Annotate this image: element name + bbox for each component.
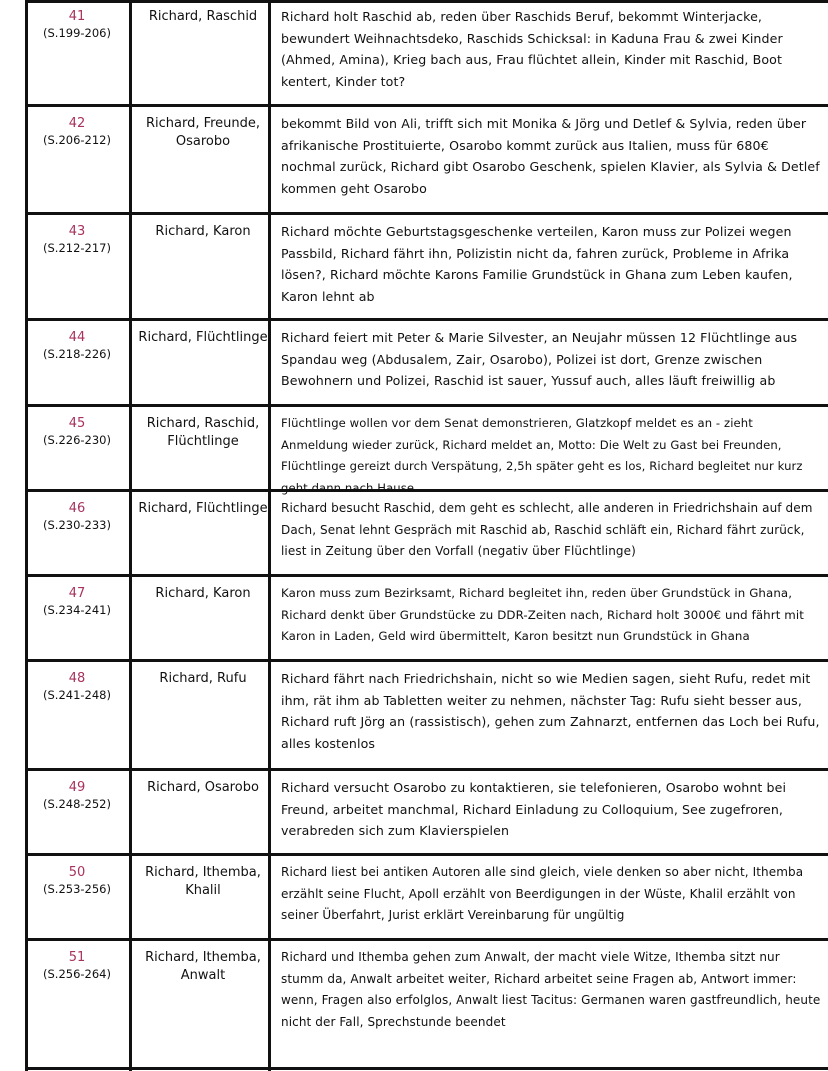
chapter-cell [25,949,129,983]
chapter-cell [25,779,129,813]
table-row [25,215,828,318]
chapter-number: 49 [68,780,86,795]
summary-cell: Richard feiert mit Peter & Marie Silvester, an Neujahr müssen 12 Flüchtlinge aus Spandau weg (Abdusalem, Zair, Osarobo), Polizei ist dort, Grenze zwischen Bewohnern und Polizei, Raschid ist sauer, Yussuf auch, alles läuft freiwillig ab [281,330,798,388]
characters-cell: Richard, Flüchtlinge [138,501,268,516]
table-row [25,407,828,495]
summary-cell: bekommt Bild von Ali, trifft sich mit Monika & Jörg und Detlef & Sylvia, reden über afrikanische Prostituierte, Osarobo kommt zurück aus Italien, muss für 680€ nochmal zurück, Richard gibt Osarobo Geschenk, spielen Klavier, als Sylvia & Detlef kommen geht Osarobo [281,116,820,196]
page-range: (S.199-206) [43,26,111,40]
table-row [25,577,828,659]
chapter-number: 46 [68,501,86,516]
chapter-cell [25,670,129,704]
summary-cell: Richard und Ithemba gehen zum Anwalt, der macht viele Witze, Ithemba sitzt nur stumm da, Anwalt arbeitet weiter, Richard arbeitet seine Fragen ab, Antwort immer: wenn, Fragen also erfolglos, Anwalt liest Tacitus: Germanen waren gastfreundlich, heute nicht der Fall, Sprechstunde beendet [281,950,821,1029]
chapter-cell [25,223,129,257]
table-row [25,941,828,1067]
characters-cell: Richard, Karon [155,586,251,601]
summary-cell: Richard fährt nach Friedrichshain, nicht so wie Medien sagen, sieht Rufu, redet mit ihm, rät ihm ab Tabletten weiter zu nehmen, nächster Tag: Rufu sieht besser aus, Richard ruft Jörg an (rassistisch), gehen zum Zahnarzt, entfernen das Loch bei Rufu, alles kostenlos [281,671,820,751]
chapter-number: 47 [68,586,86,601]
summary-cell: Richard möchte Geburtstagsgeschenke verteilen, Karon muss zur Polizei wegen Passbild, Richard fährt ihn, Polizistin nicht da, fahren zurück, Probleme in Afrika lösen?, Richard möchte Karons Familie Grundstück in Ghana zum Leben kaufen, Karon lehnt ab [281,224,793,304]
page-range: (S.218-226) [43,347,111,361]
summary-cell: Flüchtlinge wollen vor dem Senat demonstrieren, Glatzkopf meldet es an - zieht Anmeldung wieder zurück, Richard meldet an, Motto: Die Welt zu Gast bei Freunden, Flüchtlinge gereizt durch Verspätung, 2,5h später geht es los, Richard begleitet nur kurz geht dann nach Hause [281,416,803,495]
summary-cell: Richard holt Raschid ab, reden über Raschids Beruf, bekommt Winterjacke, bewundert Weihnachtsdeko, Raschids Schicksal: in Kaduna Frau & zwei Kinder (Ahmed, Amina), Krieg bach aus, Frau flüchtet allein, Kinder mit Raschid, Boot kentert, Kinder tot? [281,9,783,89]
page-range: (S.212-217) [43,241,111,255]
characters-cell: Richard, Raschid, Flüchtlinge [146,416,260,449]
characters-cell: Richard, Freunde, Osarobo [145,116,261,149]
summary-cell: Richard liest bei antiken Autoren alle sind gleich, viele denken so aber nicht, Ithemba erzählt seine Flucht, Apoll erzählt von Beerdigungen in der Wüste, Khalil erzählt von seiner Überfahrt, Jurist erklärt Vereinbarung für ungültig [281,865,804,922]
characters-cell: Richard, Ithemba, Khalil [145,865,261,898]
characters-cell: Richard, Rufu [159,671,247,686]
chapter-number: 45 [68,416,86,431]
page-range: (S.241-248) [43,688,111,702]
page-range: (S.206-212) [43,133,111,147]
characters-cell: Richard, Karon [155,224,251,239]
page-range: (S.234-241) [43,603,111,617]
table-row [25,492,828,574]
chapter-number: 48 [68,671,86,686]
chapter-number: 42 [68,116,86,131]
chapter-number: 50 [68,865,86,880]
page-range: (S.230-233) [43,518,111,532]
page-range: (S.253-256) [43,882,111,896]
characters-cell: Richard, Ithemba, Anwalt [145,950,261,983]
page-range: (S.226-230) [43,433,111,447]
chapter-number: 44 [68,330,86,345]
table-row [25,0,828,104]
chapter-cell [25,585,129,619]
chapter-cell [25,8,129,42]
characters-cell: Richard, Flüchtlinge [138,330,268,345]
chapter-number: 51 [68,950,86,965]
chapter-number: 43 [68,224,86,239]
chapter-cell [25,329,129,363]
page-range: (S.248-252) [43,797,111,811]
summary-cell: Richard besucht Raschid, dem geht es schlecht, alle anderen in Friedrichshain auf dem Dach, Senat lehnt Gespräch mit Raschid ab, Raschid schläft ein, Richard fährt zurück, liest in Zeitung über den Vorfall (negativ über Flüchtlinge) [281,501,813,558]
characters-cell: Richard, Osarobo [147,780,259,795]
characters-cell: Richard, Raschid [148,9,258,24]
chapter-cell [25,115,129,149]
chapter-cell [25,500,129,534]
summary-cell: Richard versucht Osarobo zu kontaktieren, sie telefonieren, Osarobo wohnt bei Freund, arbeitet manchmal, Richard Einladung zu Colloquium, See zugefroren, verabreden sich zum Klavierspielen [281,780,787,838]
table-row [25,771,828,853]
table-row [25,662,828,768]
chapter-number: 41 [68,9,86,24]
row-divider [25,1067,828,1070]
chapter-cell [25,415,129,449]
table-row [25,107,828,212]
summary-cell: Karon muss zum Bezirksamt, Richard begleitet ihn, reden über Grundstück in Ghana, Richard denkt über Grundstücke zu DDR-Zeiten nach, Richard holt 3000€ und fährt mit Karon in Laden, Geld wird übermittelt, Karon besitzt nun Grundstück in Ghana [281,586,804,643]
page-range: (S.256-264) [43,967,111,981]
chapter-cell [25,864,129,898]
table-row [25,856,828,938]
table-row [25,321,828,404]
